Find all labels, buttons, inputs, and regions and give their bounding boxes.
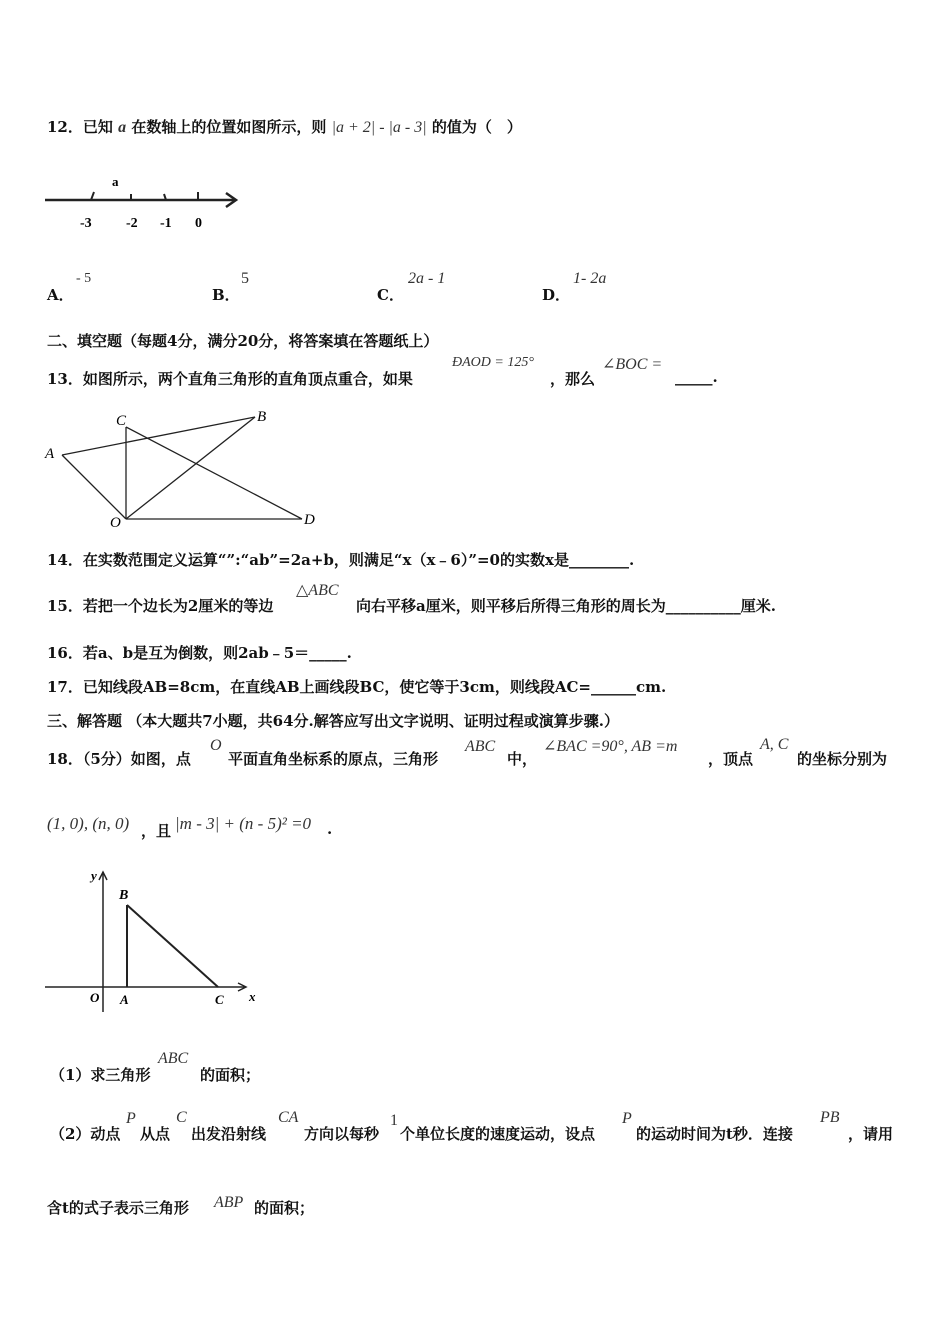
- q13-text-b: ，那么: [550, 370, 596, 388]
- q18-text-b: 平面直角坐标系的原点，三角形: [228, 750, 439, 768]
- axis-label-y: y: [91, 868, 97, 883]
- q15-expr: △ABC: [296, 582, 339, 599]
- numberline-tick-label: -2: [126, 216, 138, 231]
- q18-coords: (1, 0), (n, 0): [47, 814, 130, 833]
- q18-expr-cond: |m - 3| + (n - 5)² =0: [175, 814, 312, 833]
- q17-number: 17．: [47, 678, 83, 696]
- label-d: D: [304, 512, 315, 528]
- section-3-heading: 三、解答题 （本大题共7小题，共64分.解答应写出文字说明、证明过程或演算步骤.）: [47, 712, 619, 730]
- q18-text-e: 的坐标分别为: [797, 750, 888, 768]
- q18-var-ac: A, C: [760, 736, 789, 753]
- label-a: A: [45, 446, 55, 462]
- q18-text-f: ，且: [141, 822, 172, 840]
- q18-part2-var-abp: ABP: [214, 1194, 244, 1211]
- q16-line: [47, 642, 352, 663]
- q15-number: 15．: [47, 597, 83, 615]
- axis-label-x: x: [249, 989, 256, 1004]
- q18-var-o: O: [210, 737, 222, 754]
- label-a: A: [120, 992, 129, 1007]
- numberline-tick-label: 0: [195, 216, 202, 231]
- q12-text-b: 在数轴上的位置如图所示，则: [131, 118, 327, 136]
- q17-line: [47, 676, 666, 697]
- q13-number: 13．: [47, 370, 83, 388]
- q15-line-a: [47, 595, 273, 616]
- label-o: O: [90, 990, 100, 1005]
- q18-part1-label: （1）求三角形: [50, 1066, 151, 1084]
- q18-part2-var-p2: P: [622, 1110, 632, 1127]
- q18-part2-t5: 的运动时间为t秒．连接: [636, 1125, 793, 1143]
- q12-text-c: 的值为（ ）: [431, 118, 522, 136]
- label-c: C: [215, 992, 224, 1007]
- numberline-tick-label: -3: [80, 216, 92, 231]
- q14-line: [47, 549, 634, 570]
- q12-expr: |a + 2| - |a - 3|: [331, 119, 427, 136]
- q18-part2-label: （2）动点: [50, 1125, 121, 1143]
- q13-expr-boc: ∠BOC =: [602, 356, 663, 373]
- q18-part2-num: 1: [390, 1112, 398, 1129]
- q12-var-a: a: [118, 119, 127, 136]
- q18-part2-t1: 从点: [140, 1125, 171, 1143]
- q15-text-a: 若把一个边长为2厘米的等边: [82, 597, 274, 615]
- segment-ao: [62, 455, 126, 519]
- q18-part2-line2a: 含t的式子表示三角形: [47, 1199, 189, 1217]
- q18-period: .: [327, 820, 333, 838]
- q18-text-a: （5分）如图，点: [82, 750, 191, 768]
- q13-triangles-figure: [40, 402, 330, 532]
- q18-part2-t2: 出发沿射线: [191, 1125, 267, 1143]
- q18-line-1: [47, 748, 191, 769]
- q12-text-a: 已知: [82, 118, 113, 136]
- q18-part2-var-c: C: [176, 1109, 187, 1126]
- q18-part2-var-p: P: [126, 1110, 136, 1127]
- segment-cd: [126, 427, 302, 519]
- q14-number: 14．: [47, 551, 83, 569]
- q14-text: 在实数范围定义运算“”:“ab”=2a+b，则满足“x（x﹣6）”=0的实数x是________.: [82, 551, 635, 569]
- option-c-letter: C．: [377, 286, 404, 304]
- segment-ob: [126, 417, 255, 519]
- q16-text: 若a、b是互为倒数，则2ab﹣5＝_____.: [82, 644, 352, 662]
- label-o: O: [110, 515, 121, 531]
- q13-blank: _____.: [675, 368, 718, 386]
- q16-number: 16．: [47, 644, 83, 662]
- segment-ab: [62, 417, 255, 455]
- q18-text-c: 中，: [507, 750, 538, 768]
- q12-number: 12．: [47, 118, 83, 136]
- q15-text-b: 向右平移a厘米，则平移后所得三角形的周长为__________厘米.: [356, 597, 776, 615]
- q18-part1-tail: 的面积；: [200, 1066, 261, 1084]
- q18-text-d: ，顶点: [708, 750, 754, 768]
- label-b: B: [119, 888, 129, 903]
- q18-var-abc: ABC: [465, 738, 496, 755]
- q18-part2-t3: 方向以每秒: [304, 1125, 380, 1143]
- option-b-letter: B．: [212, 286, 240, 304]
- segment-bc: [127, 905, 218, 987]
- q18-part2-var-ca: CA: [278, 1109, 299, 1126]
- q17-text: 已知线段AB=8cm，在直线AB上画线段BC，使它等于3cm，则线段AC=______cm.: [82, 678, 667, 696]
- label-c: C: [116, 413, 127, 429]
- section-2-heading: 二、填空题（每题4分，满分20分，将答案填在答题纸上）: [47, 332, 439, 350]
- numberline-label-a: a: [112, 174, 119, 189]
- q13-line: [47, 368, 413, 389]
- q18-part2-line2b: 的面积；: [254, 1199, 315, 1217]
- q18-part2-t6: ，请用: [848, 1125, 894, 1143]
- q18-coordinate-figure: [40, 862, 270, 1022]
- option-c-value: 2a - 1: [408, 270, 446, 287]
- number-line-figure: [40, 170, 250, 240]
- q13-text-a: 如图所示，两个直角三角形的直角顶点重合，如果: [82, 370, 413, 388]
- option-d-value: 1- 2a: [573, 270, 607, 287]
- q18-number: 18．: [47, 750, 83, 768]
- option-a-value: - 5: [76, 271, 92, 286]
- label-b: B: [257, 409, 267, 425]
- numberline-tick-label: -1: [160, 216, 172, 231]
- q12-line: [47, 116, 522, 137]
- q13-expr-aod: ÐAOD = 125°: [452, 355, 534, 370]
- q18-part2-var-pb: PB: [820, 1109, 840, 1126]
- q18-part2-t4: 个单位长度的速度运动，设点: [400, 1125, 596, 1143]
- option-a-letter: A．: [47, 286, 74, 304]
- q18-part1-var: ABC: [158, 1050, 189, 1067]
- option-b-value: 5: [241, 270, 249, 287]
- option-d-letter: D．: [542, 286, 571, 304]
- q18-expr-angle: ∠BAC =90°, AB =m: [543, 738, 678, 755]
